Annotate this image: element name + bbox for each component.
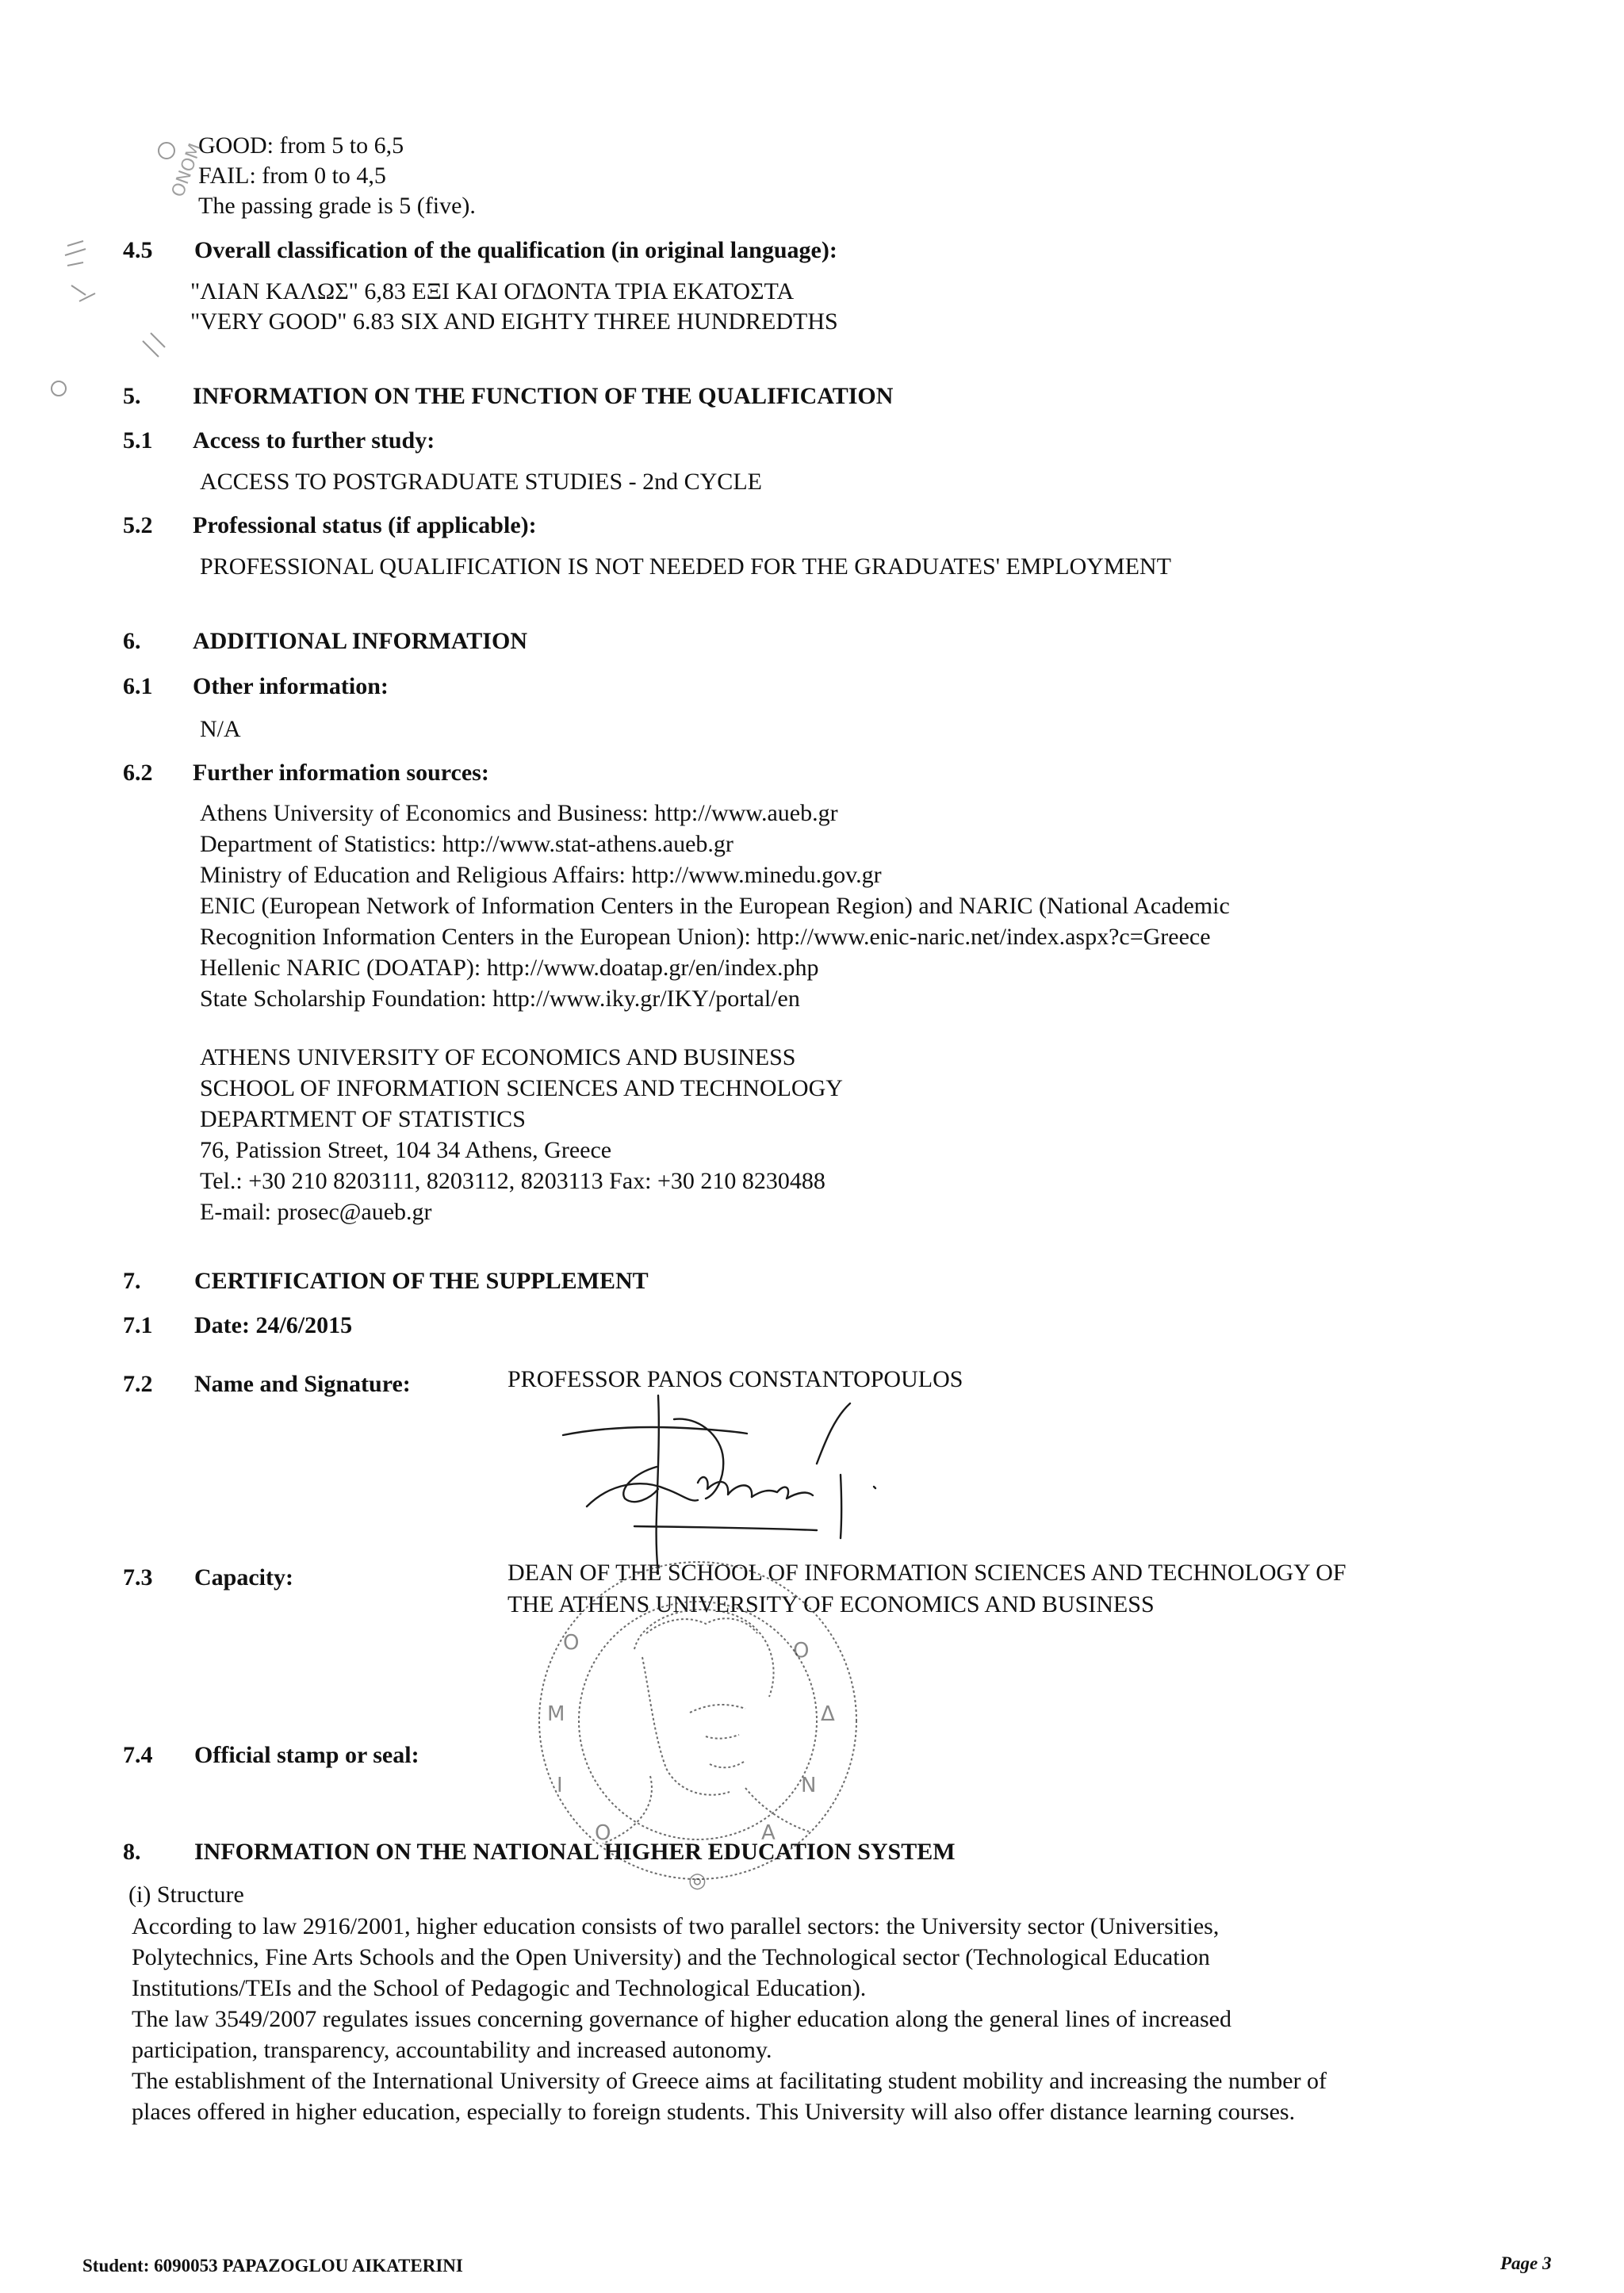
capacity-line-2: THE ATHENS UNIVERSITY OF ECONOMICS AND BUSINESS	[508, 1591, 1155, 1617]
svg-text:Ο: Ο	[595, 1821, 611, 1845]
section-5-1-value: ACCESS TO POSTGRADUATE STUDIES - 2nd CYCLE	[200, 469, 762, 495]
source-aueb: Athens University of Economics and Business: http://www.aueb.gr	[200, 800, 838, 826]
footer-student: Student: 6090053 PAPAZOGLOU AIKATERINI	[82, 2256, 463, 2276]
section-7-1-number: 7.1	[123, 1312, 153, 1338]
svg-text:Ο: Ο	[793, 1639, 810, 1663]
address-school: SCHOOL OF INFORMATION SCIENCES AND TECHNOLOGY	[200, 1075, 843, 1101]
certification-date: Date: 24/6/2015	[194, 1312, 353, 1338]
section-6-title: ADDITIONAL INFORMATION	[193, 628, 527, 654]
grade-fail: FAIL: from 0 to 4,5	[198, 163, 386, 189]
paragraph-line: places offered in higher education, especially to foreign students. This University will also offer distance learning courses.	[132, 2099, 1296, 2125]
classification-english: "VERY GOOD" 6.83 SIX AND EIGHTY THREE HUNDREDTHS	[190, 308, 838, 335]
paragraph-line: The law 3549/2007 regulates issues concerning governance of higher education along the general lines of increased	[132, 2006, 1232, 2032]
capacity-label: Capacity:	[194, 1564, 293, 1591]
passing-grade: The passing grade is 5 (five).	[198, 193, 476, 219]
capacity-line-1: DEAN OF THE SCHOOL OF INFORMATION SCIENCES AND TECHNOLOGY OF	[508, 1560, 1346, 1586]
section-8-number: 8.	[123, 1839, 141, 1865]
section-6-1-label: Other information:	[193, 673, 389, 699]
svg-text:Α: Α	[761, 1821, 776, 1845]
section-4-5-title: Overall classification of the qualification (in original language):	[194, 237, 837, 263]
section-7-title: CERTIFICATION OF THE SUPPLEMENT	[194, 1268, 649, 1294]
footer-page-number: Page 3	[1500, 2253, 1552, 2273]
svg-text:◎: ◎	[688, 1869, 707, 1893]
section-6-1-number: 6.1	[123, 673, 153, 699]
source-ministry: Ministry of Education and Religious Affairs: http://www.minedu.gov.gr	[200, 862, 882, 888]
svg-text:Ο: Ο	[563, 1631, 580, 1655]
section-6-2-label: Further information sources:	[193, 760, 489, 786]
section-5-1-number: 5.1	[123, 427, 153, 454]
svg-text:ΟΝΟΜ: ΟΝΟΜ	[168, 140, 206, 201]
svg-text:Δ: Δ	[821, 1702, 835, 1726]
stamp-label: Official stamp or seal:	[194, 1742, 419, 1768]
section-7-4-number: 7.4	[123, 1742, 153, 1768]
source-naric: Hellenic NARIC (DOATAP): http://www.doatap.gr/en/index.php	[200, 955, 819, 981]
section-5-2-number: 5.2	[123, 512, 153, 538]
grade-good: GOOD: from 5 to 6,5	[198, 132, 404, 159]
svg-text:Μ: Μ	[547, 1702, 565, 1726]
section-7-number: 7.	[123, 1268, 141, 1294]
structure-paragraph	[132, 1911, 1511, 2127]
svg-text:Ι: Ι	[557, 1774, 563, 1797]
section-7-3-number: 7.3	[123, 1564, 153, 1591]
margin-stamp-marks	[48, 111, 206, 412]
address-university: ATHENS UNIVERSITY OF ECONOMICS AND BUSINESS	[200, 1044, 796, 1070]
source-stat: Department of Statistics: http://www.stat-athens.aueb.gr	[200, 831, 733, 857]
section-6-2-number: 6.2	[123, 760, 153, 786]
classification-greek: "ΛΙΑΝ ΚΑΛΩΣ" 6,83 ΕΞΙ ΚΑΙ ΟΓΔΟΝΤΑ ΤΡΙΑ ΕΚΑΤΟΣΤΑ	[190, 278, 795, 304]
paragraph-line: Institutions/TEIs and the School of Pedagogic and Technological Education).	[132, 1975, 867, 2001]
address-email: E-mail: prosec@aueb.gr	[200, 1199, 432, 1225]
contact-address	[200, 1042, 843, 1227]
name-signature-label: Name and Signature:	[194, 1371, 411, 1397]
address-phone: Tel.: +30 210 8203111, 8203112, 8203113 Fax: +30 210 8230488	[200, 1168, 825, 1194]
paragraph-line: participation, transparency, accountability and increased autonomy.	[132, 2037, 772, 2063]
source-enic-2: Recognition Information Centers in the European Union): http://www.enic-naric.net/index.aspx?c=Greece	[200, 924, 1211, 950]
source-enic-1: ENIC (European Network of Information Centers in the European Region) and NARIC (National Academic	[200, 893, 1230, 919]
signatory-name: PROFESSOR PANOS CONSTANTOPOULOS	[508, 1366, 963, 1392]
info-sources	[200, 798, 1230, 1014]
svg-text:Ν: Ν	[801, 1774, 817, 1797]
source-iky: State Scholarship Foundation: http://www.iky.gr/IKY/portal/en	[200, 986, 800, 1012]
section-5-number: 5.	[123, 383, 141, 409]
section-4-5-number: 4.5	[123, 237, 153, 263]
address-department: DEPARTMENT OF STATISTICS	[200, 1106, 526, 1132]
section-6-1-value: N/A	[200, 716, 241, 742]
structure-subheading: (i) Structure	[128, 1881, 244, 1908]
paragraph-line: According to law 2916/2001, higher education consists of two parallel sectors: the University sector (Universities,	[132, 1913, 1220, 1939]
section-5-2-label: Professional status (if applicable):	[193, 512, 537, 538]
paragraph-line: The establishment of the International University of Greece aims at facilitating student mobility and increasing the number of	[132, 2068, 1327, 2094]
section-6-number: 6.	[123, 628, 141, 654]
section-8-title: INFORMATION ON THE NATIONAL HIGHER EDUCATION SYSTEM	[194, 1839, 956, 1865]
address-street: 76, Patission Street, 104 34 Athens, Greece	[200, 1137, 612, 1163]
section-5-2-value: PROFESSIONAL QUALIFICATION IS NOT NEEDED FOR THE GRADUATES' EMPLOYMENT	[200, 553, 1171, 580]
section-5-1-label: Access to further study:	[193, 427, 435, 454]
section-5-title: INFORMATION ON THE FUNCTION OF THE QUALIFICATION	[193, 383, 894, 409]
paragraph-line: Polytechnics, Fine Arts Schools and the Open University) and the Technological sector (Technological Education	[132, 1944, 1210, 1970]
section-7-2-number: 7.2	[123, 1371, 153, 1397]
